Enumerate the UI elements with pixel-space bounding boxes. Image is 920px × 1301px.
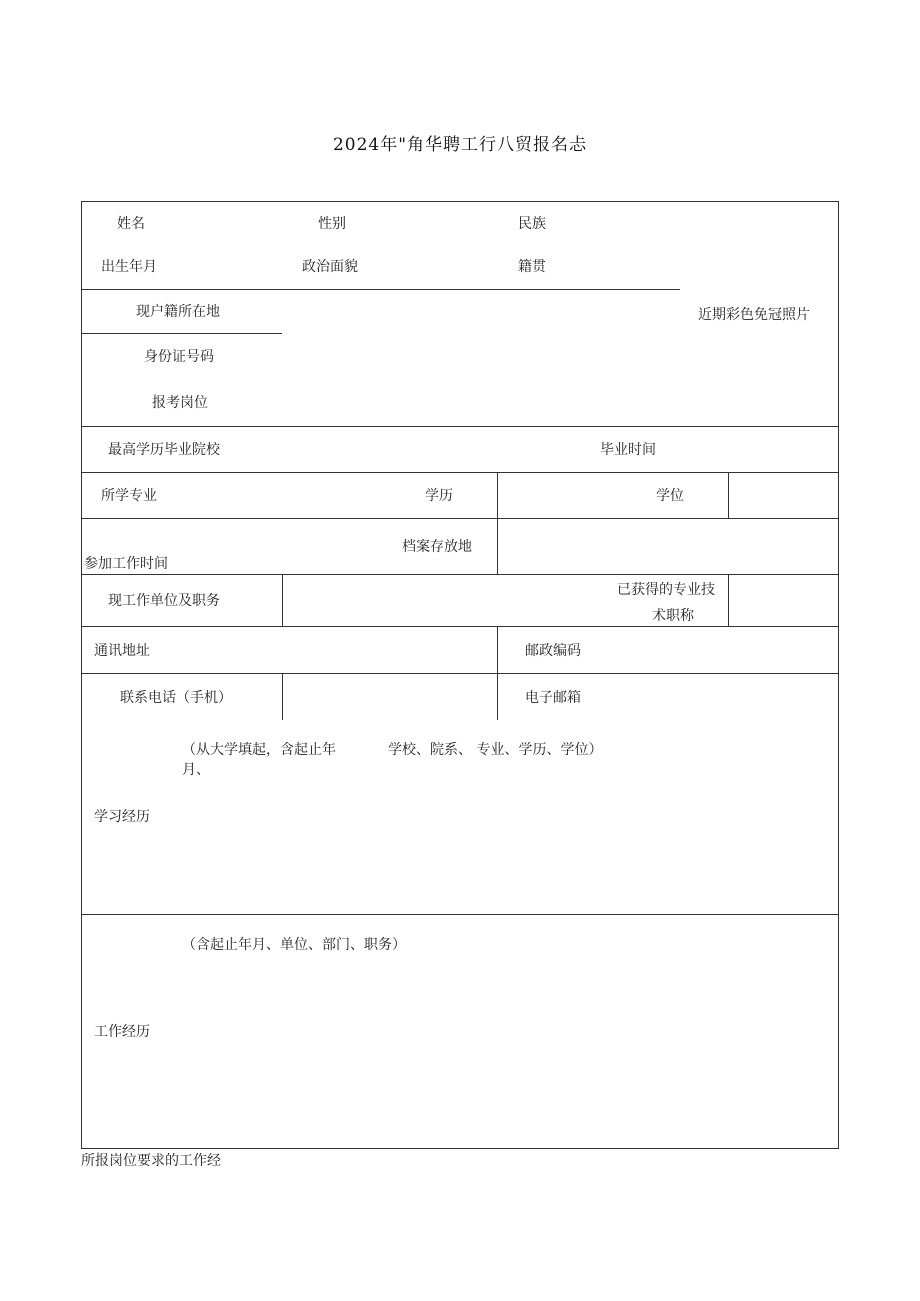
id-number-input[interactable] <box>290 345 678 367</box>
name-label: 姓名 <box>117 216 145 232</box>
political-status-input[interactable] <box>366 255 510 277</box>
study-history-label: 学习经历 <box>94 809 150 825</box>
row-divider <box>82 673 838 674</box>
native-place-input[interactable] <box>552 255 680 277</box>
row-divider <box>82 914 838 915</box>
work-start-input[interactable] <box>190 552 398 574</box>
employer-input[interactable] <box>288 589 616 611</box>
footer-note: 所报岗位要求的工作经 <box>81 1153 221 1169</box>
graduation-time-input[interactable] <box>668 438 840 460</box>
row-divider <box>82 289 680 290</box>
applied-position-input[interactable] <box>290 391 678 413</box>
political-status-label: 政治面貌 <box>302 259 358 275</box>
native-place-label: 籍贯 <box>518 259 546 275</box>
document-title: 2024年"角华聘工行八贸报名忐 <box>332 135 588 155</box>
row-divider <box>82 333 282 334</box>
birth-date-label: 出生年月 <box>101 259 157 275</box>
archive-location-input[interactable] <box>502 535 840 557</box>
work-history-label: 工作经历 <box>94 1024 150 1040</box>
email-input[interactable] <box>594 686 840 708</box>
birth-date-input[interactable] <box>166 255 304 277</box>
photo-placeholder[interactable] <box>680 202 837 426</box>
column-divider <box>497 472 498 574</box>
postcode-input[interactable] <box>594 639 840 661</box>
professional-title-input[interactable] <box>733 589 839 611</box>
degree-input[interactable] <box>733 484 839 506</box>
row-divider <box>82 626 838 627</box>
id-number-label: 身份证号码 <box>144 349 214 365</box>
column-divider <box>282 673 283 720</box>
phone-label: 联系电话（手机） <box>120 690 232 706</box>
ethnicity-label: 民族 <box>518 216 546 232</box>
gender-input[interactable] <box>352 212 510 234</box>
row-divider <box>82 574 838 575</box>
study-history-hint-rest: 学校、院系、 专业、学历、学位） <box>388 742 603 758</box>
column-divider <box>728 472 729 518</box>
address-label: 通讯地址 <box>94 643 150 659</box>
postcode-label: 邮政编码 <box>525 643 581 659</box>
education-input[interactable] <box>502 484 650 506</box>
work-history-hint: （含起止年月、单位、部门、职务） <box>182 937 406 953</box>
row-divider <box>82 518 838 519</box>
row-divider <box>82 426 838 427</box>
photo-label: 近期彩色免冠照片 <box>698 307 810 323</box>
graduate-school-input[interactable] <box>240 438 598 460</box>
major-input[interactable] <box>168 484 426 506</box>
degree-label: 学位 <box>656 488 684 504</box>
row-divider <box>82 472 838 473</box>
study-history-textarea[interactable] <box>170 790 834 909</box>
hukou-location-input[interactable] <box>290 300 678 322</box>
email-label: 电子邮箱 <box>525 690 581 706</box>
major-label: 所学专业 <box>101 488 157 504</box>
gender-label: 性别 <box>318 216 346 232</box>
graduation-time-label: 毕业时间 <box>600 442 656 458</box>
work-start-label: 参加工作时间 <box>84 556 168 572</box>
education-label: 学历 <box>425 488 453 504</box>
applied-position-label: 报考岗位 <box>152 395 208 411</box>
archive-location-label: 档案存放地 <box>402 539 472 555</box>
study-history-hint-line2: 月、 <box>182 762 210 778</box>
name-input[interactable] <box>150 212 308 234</box>
address-input[interactable] <box>162 639 498 661</box>
work-history-textarea[interactable] <box>170 965 834 1141</box>
professional-title-label-line2: 术职称 <box>652 608 694 624</box>
ethnicity-input[interactable] <box>552 212 680 234</box>
professional-title-label: 已获得的专业技 <box>617 582 715 598</box>
graduate-school-label: 最高学历毕业院校 <box>108 442 220 458</box>
hukou-location-label: 现户籍所在地 <box>136 304 220 320</box>
study-history-hint: （从大学填起，含起止年 <box>182 742 336 758</box>
employer-label: 现工作单位及职务 <box>108 593 220 609</box>
column-divider <box>728 574 729 626</box>
phone-input[interactable] <box>288 686 500 708</box>
column-divider <box>282 574 283 626</box>
